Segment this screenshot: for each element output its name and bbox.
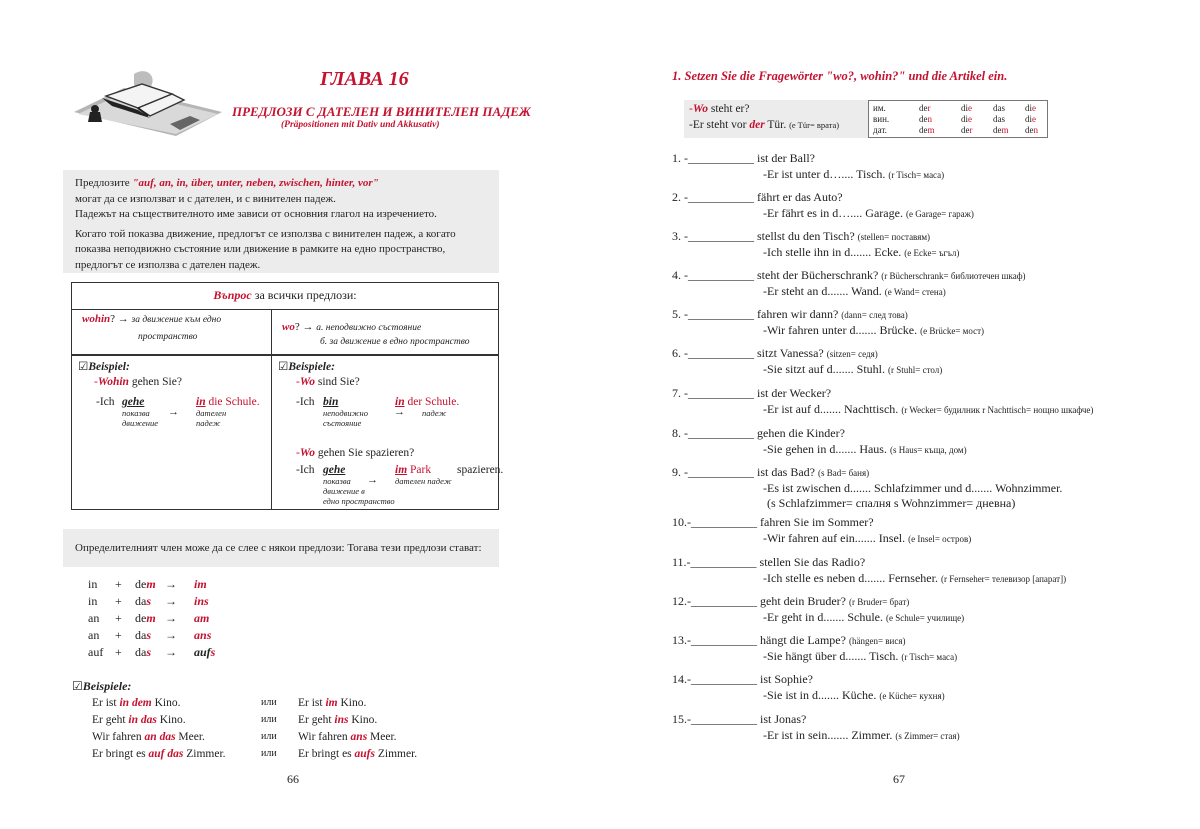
article-ending: s [146, 628, 151, 642]
question-note: (r Bücherschrank= библиотечен шкаф) [881, 271, 1026, 281]
answer-note: (e Garage= гараж) [905, 209, 974, 219]
exercise-answer: -Ich stelle es neben d....... Fernseher. [763, 571, 938, 585]
answer-note: (s Zimmer= стая) [895, 731, 960, 741]
wohin-word: Wohin [97, 376, 129, 388]
sentence-end: Meer. [175, 731, 205, 743]
exercise-answer: -Sie sitzt auf d....... Stuhl. [763, 362, 885, 376]
chapter-subtitle: ПРЕДЛОЗИ С ДАТЕЛЕН И ВИНИТЕЛЕН ПАДЕЖ [232, 104, 531, 119]
example-prep-obj [196, 396, 260, 408]
example-sentence-box [684, 100, 868, 138]
intro-line-3: Падежът на съществителното име зависи от основния глагол на изречението. [75, 208, 437, 220]
article-stem: di [961, 114, 969, 124]
intro-line-4: Когато той показва движение, предлогът се използва с винителен падеж, а когато [75, 227, 456, 240]
case-label: дат. [873, 125, 887, 135]
exercise-item [672, 229, 959, 260]
exercise-question: 1. -___________ ist der Ball? [672, 151, 815, 165]
exercise-answer: -Er ist unter d….... Tisch. [763, 167, 886, 181]
or-label: или [261, 748, 277, 759]
obj-text: Park [407, 464, 432, 476]
article-stem: de [919, 114, 928, 124]
question-note: (r Bruder= брат) [848, 597, 910, 607]
sentence-prep: aufs [354, 748, 375, 760]
sentence-prep: ins [334, 714, 349, 726]
note-case: дателен падеж [395, 476, 452, 486]
article-stem: da [993, 114, 1002, 124]
obj-text: die Schule. [205, 396, 260, 408]
prep: an [88, 611, 100, 625]
example-question [689, 103, 749, 115]
sentence-prep: an das [144, 731, 176, 743]
plus: + [115, 577, 122, 591]
article-stem: da [993, 103, 1002, 113]
exercise-question: 11.-___________ stellen Sie das Radio? [672, 555, 866, 569]
article-ending: s [146, 594, 151, 608]
sentence-end: Zimmer. [374, 748, 418, 760]
article-stem: de [993, 125, 1002, 135]
exercise-item [672, 151, 944, 182]
contraction-row [88, 576, 228, 593]
article-ending: m [1001, 125, 1009, 135]
table-divider [271, 309, 272, 509]
answer-note: (r Fernseher= телевизор [апарат]) [940, 574, 1067, 584]
exercise-item [672, 594, 964, 625]
contractions-list [88, 576, 228, 661]
exercise-item [672, 672, 945, 703]
prep-text: in [395, 396, 405, 408]
chapter-title: ГЛАВА 16 [320, 68, 409, 90]
prep: auf [88, 645, 104, 659]
or-label: или [261, 714, 277, 725]
dash: - [94, 376, 98, 388]
sentence-start: Er geht [92, 714, 129, 726]
or-label: или [261, 731, 277, 742]
beispiel-text: Beispiel: [88, 361, 130, 373]
article-ending: r [927, 103, 931, 113]
article: de [135, 577, 147, 591]
article: da [135, 645, 147, 659]
result: a [194, 611, 200, 625]
or-label: или [261, 697, 277, 708]
exercise-answer: -Sie hängt über d....... Tisch. [763, 649, 899, 663]
exercise-answer: -Er ist in sein....... Zimmer. [763, 728, 893, 742]
exercise-answer: -Sie ist in d....... Küche. [763, 688, 877, 702]
exercise-question: 8. -___________ gehen die Kinder? [672, 426, 845, 440]
article-ending: r [969, 125, 973, 135]
exercise-item [672, 712, 960, 743]
checkmark-icon: ☑ [72, 679, 83, 693]
beispiele-text: Beispiele: [82, 679, 132, 693]
exercise-item [672, 633, 957, 664]
exercise-item [672, 555, 1066, 586]
example-box [684, 100, 1048, 138]
sentence-start: Er ist [298, 697, 326, 709]
verb-text: bin [323, 396, 339, 408]
answer-note: (e Insel= остров) [908, 534, 972, 544]
sentence-end: Meer. [367, 731, 397, 743]
answer-note: (e Wand= стена) [884, 287, 946, 297]
article-stem: de [919, 103, 928, 113]
note-text: едно пространство [323, 496, 395, 506]
contraction-row [88, 627, 228, 644]
sentence-end: Kino. [348, 714, 378, 726]
question-rest: sind Sie? [314, 376, 360, 388]
sentence-prep: in das [128, 714, 157, 726]
sentence-prep: ans [350, 731, 368, 743]
wohin-arrow: ? → [110, 313, 129, 325]
example-subject: -Ich [296, 396, 315, 408]
note-text: неподвижно [323, 408, 368, 418]
contraction-row [88, 610, 228, 627]
note-text: падеж [196, 418, 221, 428]
book-illustration [72, 66, 232, 138]
case-label: вин. [873, 114, 890, 124]
exercise-item [672, 386, 1093, 417]
wohin-desc-2: пространство [138, 332, 198, 342]
exercise-answer: -Wir fahren auf ein....... Insel. [763, 531, 906, 545]
article-ending: s [1001, 103, 1006, 113]
exercise-item [672, 268, 1026, 299]
exercise-question: 9. -___________ ist das Bad? [672, 465, 815, 479]
sentence-end: Zimmer. [183, 748, 226, 760]
sentence-end: Kino. [337, 697, 367, 709]
exercise-question: 2. -___________ fährt er das Auto? [672, 190, 843, 204]
article-ending: m [927, 125, 935, 135]
answer-start: -Er steht vor [689, 119, 750, 131]
page-number-right: 67 [893, 772, 905, 786]
contraction-intro: Определителният член може да се слее с някои предлози: Тогава тези предлози стават: [63, 529, 499, 567]
arrow-icon: → [165, 577, 177, 591]
question-note: (sitzen= седя) [826, 349, 878, 359]
answer-note: (r Wecker= будилник r Nachttisch= нощно шкафче) [901, 405, 1094, 415]
example-row [92, 748, 492, 765]
exercise-answer: -Sie gehen in d....... Haus. [763, 442, 887, 456]
exercise-item [672, 346, 942, 377]
exercise-answer: -Er steht an d....... Wand. [763, 284, 882, 298]
example-verb [323, 396, 338, 408]
article-ending: e [968, 114, 973, 124]
examples-list [92, 697, 492, 765]
exercise-question: 15.-___________ ist Jonas? [672, 712, 807, 726]
example-question-3 [296, 447, 414, 459]
article-stem: de [919, 125, 928, 135]
wo-cell [282, 321, 421, 333]
verb-text: gehe [122, 396, 145, 408]
note-case: падеж [422, 408, 447, 418]
answer-note: (r Tisch= маса) [888, 170, 945, 180]
article: de [135, 611, 147, 625]
wohin-cell [82, 313, 221, 325]
plus: + [115, 628, 122, 642]
wohin-word: wohin [82, 313, 111, 325]
obj-text: der Schule. [404, 396, 460, 408]
exercise-answer: -Wir fahren unter d....... Brücke. [763, 323, 918, 337]
exercise-answer: -Er fährt es in d….... Garage. [763, 206, 903, 220]
question-word: Въпрос [213, 288, 252, 302]
article-ending: e [1032, 114, 1037, 124]
wohin-desc: за движение към едно [131, 315, 222, 325]
answer-note: (s Schlafzimmer= спалня s Wohnzimmer= дневна) [767, 496, 1016, 510]
result: an [194, 628, 207, 642]
example-tail: spazieren. [457, 464, 504, 476]
note-state [323, 408, 368, 428]
question-rest: gehen Sie? [128, 376, 182, 388]
prep-text: im [395, 464, 408, 476]
exercise-item [672, 426, 967, 457]
example-answer [689, 119, 839, 131]
example-verb [122, 396, 144, 408]
article-ending: s [146, 645, 151, 659]
answer-article: der [749, 119, 765, 131]
note-text: движение [122, 418, 159, 428]
sentence-start: Er bringt es [298, 748, 355, 760]
arrow-icon: → [394, 406, 405, 418]
sentence-start: Er geht [298, 714, 335, 726]
dash: - [296, 376, 300, 388]
intro-line-2: могат да се използват и с дателен, и с винителен падеж. [75, 192, 336, 205]
beispiele-text: Beispiele: [288, 361, 335, 373]
example-subject: -Ich [296, 464, 315, 476]
exercise-question: 12.-___________ geht dein Bruder? [672, 594, 846, 608]
answer-note: (e Schule= училище) [885, 613, 965, 623]
exercise-question: 4. -___________ steht der Bücherschrank? [672, 268, 879, 282]
intro-prefix: Предлозите [75, 177, 133, 189]
intro-line-1 [75, 176, 489, 192]
article: da [135, 594, 147, 608]
result: i [194, 577, 198, 591]
exercise-question: 7. -___________ ist der Wecker? [672, 386, 832, 400]
wo-word: Wo [299, 376, 315, 388]
exercise-answer: -Er ist auf d....... Nachttisch. [763, 402, 899, 416]
article-ending: e [1032, 103, 1037, 113]
result-ending: m [200, 611, 210, 625]
question-table [71, 282, 504, 510]
article-ending: m [146, 611, 156, 625]
note-case [196, 408, 226, 428]
question-note: (dann= след това) [841, 310, 908, 320]
answer-note: (r Tisch= маса) [901, 652, 958, 662]
note-text: показва [122, 408, 150, 418]
chapter-subtitle-german: (Präpositionen mit Dativ und Akkusativ) [281, 120, 440, 130]
checkmark-icon: ☑ [78, 361, 89, 373]
contraction-row [88, 644, 228, 661]
note-movement-in-space [323, 476, 395, 506]
verb-text: gehe [323, 464, 346, 476]
sentence-start: Er bringt es [92, 748, 149, 760]
exercise-question: 3. -___________ stellst du den Tisch? [672, 229, 855, 243]
result-ending: s [206, 628, 212, 642]
result-ending: m [197, 577, 207, 591]
table-divider [72, 309, 498, 310]
example-question-2 [296, 376, 360, 388]
answer-note: (e Ecke= ъгъл) [904, 248, 960, 258]
answer-note: (r Stuhl= стол) [888, 365, 943, 375]
note-movement [122, 408, 158, 428]
wo-arrow: ? → [294, 321, 314, 333]
question-rest: steht er? [707, 103, 750, 115]
exercise-answer: -Es ist zwischen d....... Schlafzimmer und d....... Wohnzimmer. [763, 481, 1063, 495]
prep-text: in [196, 396, 206, 408]
question-note: (hängen= вися) [848, 636, 906, 646]
sentence-prep: in dem [119, 697, 152, 709]
question-rest: gehen Sie spazieren? [314, 447, 415, 459]
sentence-start: Wir fahren [92, 731, 145, 743]
task-title: 1. Setzen Sie die Fragewörter "wo?, wohin?" und die Artikel ein. [672, 69, 1008, 83]
intro-box [63, 170, 499, 273]
result-ending: s [204, 594, 209, 608]
example-subject: -Ich [96, 396, 115, 408]
arrow-icon: → [165, 628, 177, 642]
plus: + [115, 645, 122, 659]
sentence-start: Wir fahren [298, 731, 351, 743]
contraction-row [88, 593, 228, 610]
wo-word: Wo [299, 447, 315, 459]
arrow-icon: → [165, 611, 177, 625]
sentence-start: Er ist [92, 697, 120, 709]
result: in [194, 594, 205, 608]
sentence-prep: im [325, 697, 338, 709]
beispiel-label [78, 359, 130, 373]
article-ending: n [927, 114, 932, 124]
sentence-end: Kino. [156, 714, 186, 726]
answer-note: (e Tür= врата) [789, 120, 840, 130]
article-stem: di [1025, 114, 1033, 124]
plus: + [115, 594, 122, 608]
article-ending: s [1001, 114, 1006, 124]
exercise-question: 10.-___________ fahren Sie im Sommer? [672, 515, 874, 529]
checkmark-icon: ☑ [278, 361, 289, 373]
wo-word: Wo [692, 103, 708, 115]
example-question [94, 376, 182, 388]
exercise-item [672, 465, 1062, 511]
article-stem: di [961, 103, 969, 113]
question-note: (s Bad= баня) [818, 468, 870, 478]
prepositions-list: "auf, an, in, über, unter, neben, zwischen, hinter, vor" [132, 177, 379, 189]
plus: + [115, 611, 122, 625]
exercise-answer: -Er geht in d....... Schule. [763, 610, 883, 624]
article-ending: n [1033, 125, 1038, 135]
case-label: им. [873, 103, 886, 113]
result-ending: s [210, 645, 216, 659]
arrow-icon: → [165, 645, 177, 659]
prep: an [88, 628, 100, 642]
exercise-item [672, 515, 971, 546]
table-header [72, 288, 498, 303]
dash: - [296, 447, 300, 459]
note-text: движение в [323, 486, 365, 496]
article-stem: de [1025, 125, 1034, 135]
article-ending: e [968, 103, 973, 113]
sentence-end: Kino. [151, 697, 181, 709]
note-text: състояние [323, 418, 362, 428]
dash: - [689, 103, 693, 115]
example-row [92, 731, 492, 748]
prep: in [88, 577, 98, 591]
article-stem: di [1025, 103, 1033, 113]
exercise-question: 6. -___________ sitzt Vanessa? [672, 346, 824, 360]
result: auf [194, 645, 211, 659]
intro-line-5: показва неподвижно състояние или движение в рамките на едно пространство, [75, 243, 446, 255]
answer-end: Tür. [764, 119, 787, 131]
note-text: дателен [196, 408, 227, 418]
wo-word: wo [282, 321, 295, 333]
exercise-question: 13.-___________ hängt die Lampe? [672, 633, 846, 647]
article-ending: m [146, 577, 156, 591]
answer-note: (s Haus= къща, дом) [889, 445, 967, 455]
exercise-question: 5. -___________ fahren wir dann? [672, 307, 839, 321]
answer-note: (e Küche= кухня) [879, 691, 945, 701]
arrow-icon: → [168, 406, 179, 418]
note-text: показва [323, 476, 351, 486]
exercise-question: 14.-___________ ist Sophie? [672, 672, 813, 686]
table-divider [72, 354, 498, 356]
example-prep-obj [395, 464, 431, 476]
intro-line-6: предлогът се използва с дателен падеж. [75, 258, 261, 271]
exercise-item [672, 307, 984, 338]
example-row [92, 697, 492, 714]
arrow-icon: → [165, 594, 177, 608]
article-table [868, 100, 1048, 138]
beispiele-heading [72, 679, 131, 694]
prep: in [88, 594, 98, 608]
example-row [92, 714, 492, 731]
beispiele-label [278, 359, 335, 373]
article: da [135, 628, 147, 642]
arrow-icon: → [367, 474, 378, 486]
answer-note: (e Brücke= мост) [920, 326, 985, 336]
page-number-left: 66 [287, 772, 299, 786]
wo-desc: а. неподвижно състояние [316, 323, 422, 333]
exercise-item [672, 190, 974, 221]
sentence-prep: auf das [148, 748, 184, 760]
example-verb [323, 464, 345, 476]
question-note: (stellen= поставям) [857, 232, 931, 242]
article-stem: de [961, 125, 970, 135]
table-header-rest: за всички предлози: [251, 288, 357, 302]
exercise-answer: -Ich stelle ihn in d....... Ecke. [763, 245, 902, 259]
wo-desc-2: б. за движение в едно пространство [320, 337, 470, 347]
